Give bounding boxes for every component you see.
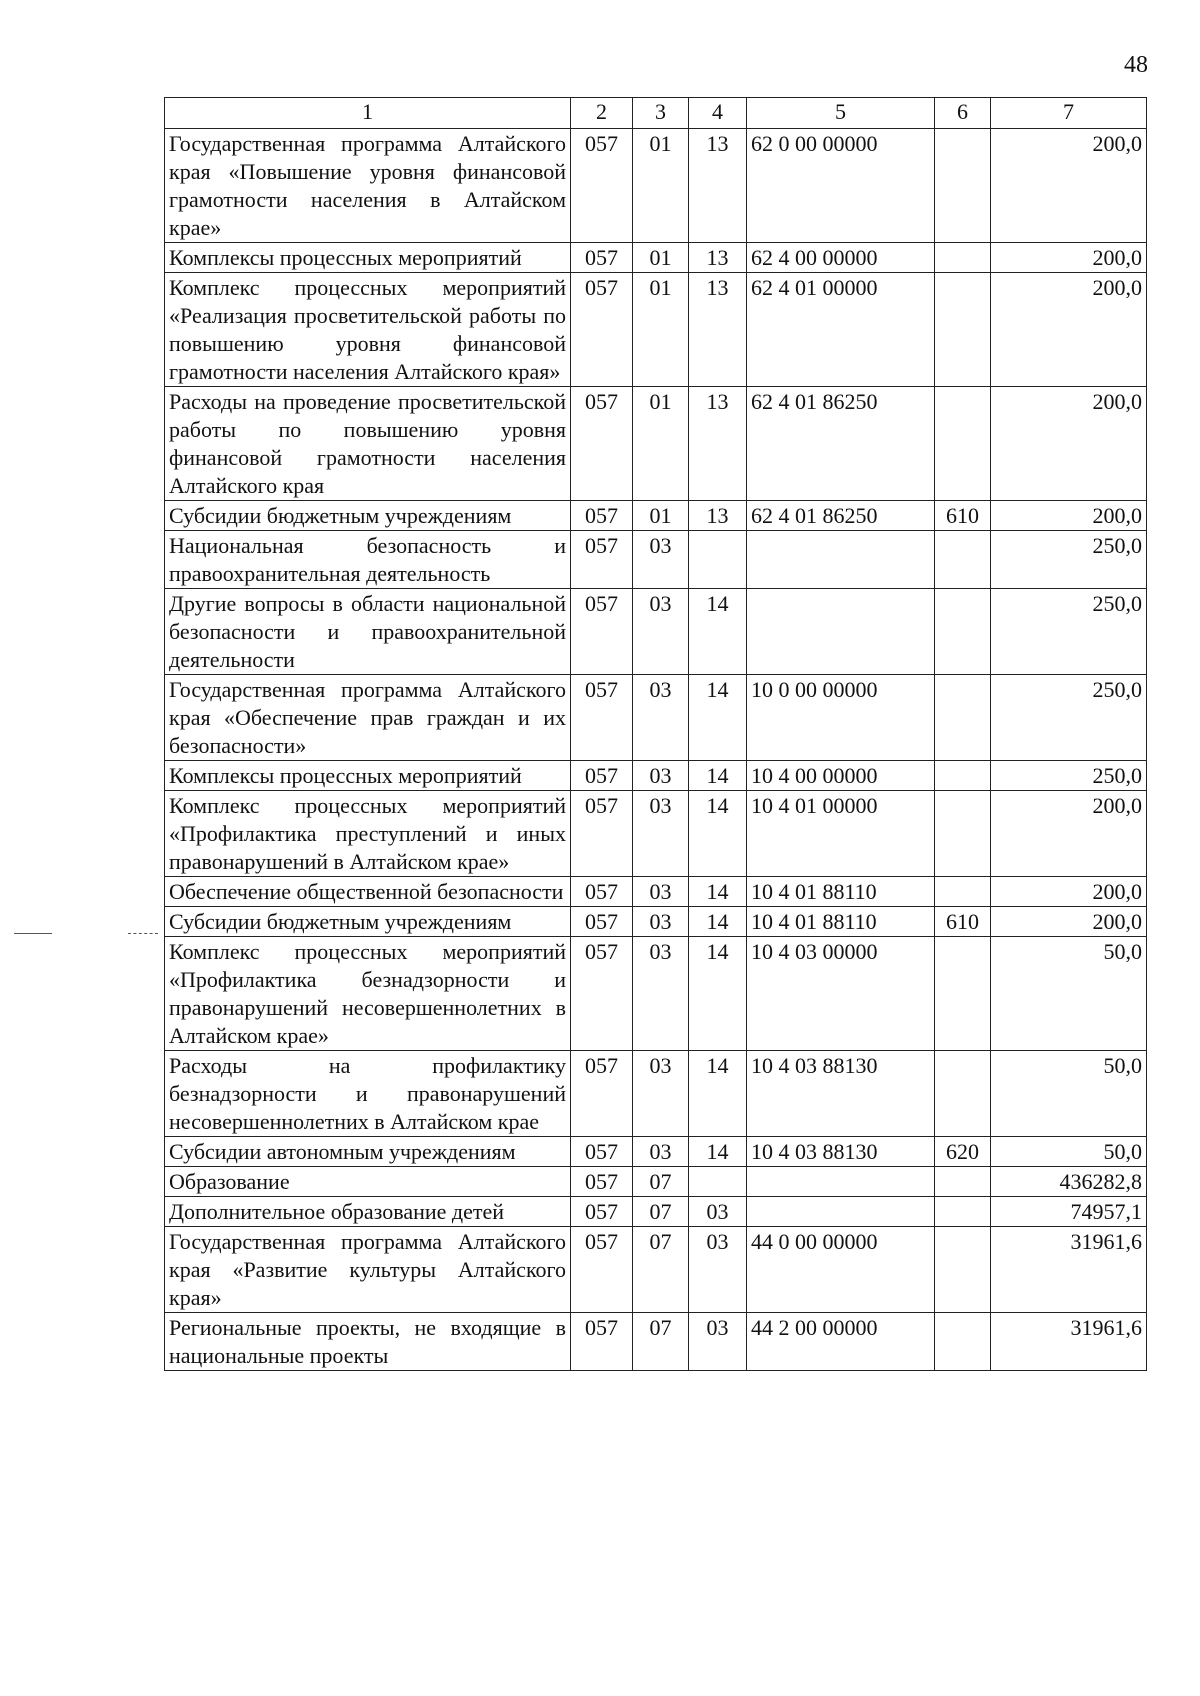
- subsection-code-cell: 13: [689, 129, 747, 243]
- budget-table: [164, 97, 1147, 1371]
- table-row: [165, 1051, 1147, 1137]
- expense-type-cell: [935, 877, 991, 907]
- target-article-cell: 10 4 03 88130: [747, 1051, 935, 1137]
- amount-cell: 200,0: [991, 129, 1147, 243]
- ministry-code-cell: 057: [571, 387, 633, 501]
- item-name-cell: Расходы на профилактику безнадзорности и правонарушений несовершеннолетних в Алтайском крае: [165, 1051, 571, 1137]
- target-article-cell: 10 0 00 00000: [747, 675, 935, 761]
- subsection-code-cell: 14: [689, 907, 747, 937]
- amount-cell: 74957,1: [991, 1197, 1147, 1227]
- table-row: [165, 791, 1147, 877]
- amount-cell: 50,0: [991, 937, 1147, 1051]
- item-name-cell: Другие вопросы в области национальной безопасности и правоохранительной деятельности: [165, 589, 571, 675]
- subsection-code-cell: 14: [689, 937, 747, 1051]
- item-name-cell: Комплекс процессных мероприятий «Профилактика преступлений и иных правонарушений в Алтайском крае»: [165, 791, 571, 877]
- subsection-code-cell: 14: [689, 761, 747, 791]
- header-cell: 2: [571, 98, 633, 129]
- target-article-cell: 62 4 01 00000: [747, 273, 935, 387]
- item-name-cell: Государственная программа Алтайского края «Повышение уровня финансовой грамотности населения в Алтайском крае»: [165, 129, 571, 243]
- item-name-cell: Региональные проекты, не входящие в национальные проекты: [165, 1313, 571, 1371]
- amount-cell: 436282,8: [991, 1167, 1147, 1197]
- item-name-cell: Государственная программа Алтайского края «Развитие культуры Алтайского края»: [165, 1227, 571, 1313]
- table-row: [165, 907, 1147, 937]
- ministry-code-cell: 057: [571, 1167, 633, 1197]
- section-code-cell: 03: [633, 791, 689, 877]
- expense-type-cell: [935, 1197, 991, 1227]
- section-code-cell: 03: [633, 1051, 689, 1137]
- table-row: [165, 1167, 1147, 1197]
- target-article-cell: 10 4 00 00000: [747, 761, 935, 791]
- item-name-cell: Национальная безопасность и правоохранительная деятельность: [165, 531, 571, 589]
- ministry-code-cell: 057: [571, 907, 633, 937]
- section-code-cell: 07: [633, 1197, 689, 1227]
- amount-cell: 31961,6: [991, 1313, 1147, 1371]
- expense-type-cell: [935, 387, 991, 501]
- target-article-cell: 62 0 00 00000: [747, 129, 935, 243]
- subsection-code-cell: 13: [689, 501, 747, 531]
- margin-mark: [128, 933, 158, 934]
- section-code-cell: 03: [633, 937, 689, 1051]
- table-row: [165, 243, 1147, 273]
- section-code-cell: 01: [633, 501, 689, 531]
- amount-cell: 200,0: [991, 877, 1147, 907]
- expense-type-cell: [935, 1313, 991, 1371]
- amount-cell: 200,0: [991, 907, 1147, 937]
- section-code-cell: 01: [633, 129, 689, 243]
- item-name-cell: Дополнительное образование детей: [165, 1197, 571, 1227]
- section-code-cell: 01: [633, 243, 689, 273]
- subsection-code-cell: 14: [689, 675, 747, 761]
- expense-type-cell: [935, 531, 991, 589]
- expense-type-cell: [935, 1167, 991, 1197]
- ministry-code-cell: 057: [571, 761, 633, 791]
- expense-type-cell: 620: [935, 1137, 991, 1167]
- target-article-cell: 10 4 03 88130: [747, 1137, 935, 1167]
- ministry-code-cell: 057: [571, 273, 633, 387]
- expense-type-cell: [935, 675, 991, 761]
- target-article-cell: [747, 1197, 935, 1227]
- item-name-cell: Субсидии автономным учреждениям: [165, 1137, 571, 1167]
- amount-cell: 250,0: [991, 761, 1147, 791]
- target-article-cell: [747, 531, 935, 589]
- ministry-code-cell: 057: [571, 1197, 633, 1227]
- section-code-cell: 07: [633, 1227, 689, 1313]
- ministry-code-cell: 057: [571, 675, 633, 761]
- section-code-cell: 03: [633, 531, 689, 589]
- item-name-cell: Обеспечение общественной безопасности: [165, 877, 571, 907]
- ministry-code-cell: 057: [571, 129, 633, 243]
- ministry-code-cell: 057: [571, 1051, 633, 1137]
- target-article-cell: 44 0 00 00000: [747, 1227, 935, 1313]
- target-article-cell: 10 4 01 88110: [747, 907, 935, 937]
- subsection-code-cell: 14: [689, 1051, 747, 1137]
- expense-type-cell: [935, 129, 991, 243]
- header-cell: 5: [747, 98, 935, 129]
- target-article-cell: [747, 1167, 935, 1197]
- ministry-code-cell: 057: [571, 1227, 633, 1313]
- table-row: [165, 1137, 1147, 1167]
- header-cell: 6: [935, 98, 991, 129]
- expense-type-cell: [935, 761, 991, 791]
- ministry-code-cell: 057: [571, 791, 633, 877]
- table-row: [165, 387, 1147, 501]
- amount-cell: 200,0: [991, 791, 1147, 877]
- amount-cell: 200,0: [991, 501, 1147, 531]
- amount-cell: 50,0: [991, 1137, 1147, 1167]
- section-code-cell: 01: [633, 273, 689, 387]
- subsection-code-cell: 13: [689, 243, 747, 273]
- table-row: [165, 1197, 1147, 1227]
- header-cell: 1: [165, 98, 571, 129]
- subsection-code-cell: 03: [689, 1227, 747, 1313]
- amount-cell: 250,0: [991, 531, 1147, 589]
- section-code-cell: 03: [633, 675, 689, 761]
- expense-type-cell: [935, 1227, 991, 1313]
- page-number: 48: [1124, 52, 1148, 78]
- expense-type-cell: [935, 243, 991, 273]
- expense-type-cell: [935, 1051, 991, 1137]
- expense-type-cell: 610: [935, 907, 991, 937]
- target-article-cell: 62 4 00 00000: [747, 243, 935, 273]
- table-row: [165, 129, 1147, 243]
- item-name-cell: Государственная программа Алтайского края «Обеспечение прав граждан и их безопасности»: [165, 675, 571, 761]
- subsection-code-cell: 14: [689, 877, 747, 907]
- subsection-code-cell: 03: [689, 1313, 747, 1371]
- item-name-cell: Расходы на проведение просветительской работы по повышению уровня финансовой грамотности населения Алтайского края: [165, 387, 571, 501]
- item-name-cell: Комплексы процессных мероприятий: [165, 761, 571, 791]
- item-name-cell: Комплекс процессных мероприятий «Реализация просветительской работы по повышению уровня финансовой грамотности населения Алтайского края»: [165, 273, 571, 387]
- table-row: [165, 761, 1147, 791]
- item-name-cell: Субсидии бюджетным учреждениям: [165, 907, 571, 937]
- table-row: [165, 937, 1147, 1051]
- table-row: [165, 675, 1147, 761]
- subsection-code-cell: 14: [689, 589, 747, 675]
- subsection-code-cell: 13: [689, 387, 747, 501]
- table-row: [165, 589, 1147, 675]
- target-article-cell: [747, 589, 935, 675]
- target-article-cell: 10 4 01 88110: [747, 877, 935, 907]
- table-row: [165, 877, 1147, 907]
- section-code-cell: 07: [633, 1313, 689, 1371]
- table-row: [165, 501, 1147, 531]
- header-cell: 7: [991, 98, 1147, 129]
- section-code-cell: 03: [633, 589, 689, 675]
- subsection-code-cell: 14: [689, 1137, 747, 1167]
- ministry-code-cell: 057: [571, 243, 633, 273]
- target-article-cell: 10 4 03 00000: [747, 937, 935, 1051]
- ministry-code-cell: 057: [571, 589, 633, 675]
- expense-type-cell: [935, 937, 991, 1051]
- margin-mark: [14, 933, 52, 934]
- ministry-code-cell: 057: [571, 937, 633, 1051]
- target-article-cell: 62 4 01 86250: [747, 387, 935, 501]
- section-code-cell: 01: [633, 387, 689, 501]
- amount-cell: 200,0: [991, 273, 1147, 387]
- ministry-code-cell: 057: [571, 1313, 633, 1371]
- subsection-code-cell: [689, 531, 747, 589]
- target-article-cell: 10 4 01 00000: [747, 791, 935, 877]
- subsection-code-cell: [689, 1167, 747, 1197]
- header-cell: 3: [633, 98, 689, 129]
- ministry-code-cell: 057: [571, 1137, 633, 1167]
- subsection-code-cell: 13: [689, 273, 747, 387]
- table-row: [165, 273, 1147, 387]
- amount-cell: 250,0: [991, 589, 1147, 675]
- item-name-cell: Субсидии бюджетным учреждениям: [165, 501, 571, 531]
- target-article-cell: 62 4 01 86250: [747, 501, 935, 531]
- item-name-cell: Комплекс процессных мероприятий «Профилактика безнадзорности и правонарушений несовершеннолетних в Алтайском крае»: [165, 937, 571, 1051]
- section-code-cell: 03: [633, 761, 689, 791]
- amount-cell: 200,0: [991, 387, 1147, 501]
- ministry-code-cell: 057: [571, 531, 633, 589]
- expense-type-cell: 610: [935, 501, 991, 531]
- amount-cell: 250,0: [991, 675, 1147, 761]
- ministry-code-cell: 057: [571, 877, 633, 907]
- table-row: [165, 1313, 1147, 1371]
- subsection-code-cell: 14: [689, 791, 747, 877]
- table-row: [165, 531, 1147, 589]
- expense-type-cell: [935, 589, 991, 675]
- header-row: [165, 98, 1147, 129]
- table-row: [165, 1227, 1147, 1313]
- item-name-cell: Образование: [165, 1167, 571, 1197]
- ministry-code-cell: 057: [571, 501, 633, 531]
- amount-cell: 50,0: [991, 1051, 1147, 1137]
- amount-cell: 200,0: [991, 243, 1147, 273]
- section-code-cell: 07: [633, 1167, 689, 1197]
- expense-type-cell: [935, 273, 991, 387]
- amount-cell: 31961,6: [991, 1227, 1147, 1313]
- section-code-cell: 03: [633, 877, 689, 907]
- target-article-cell: 44 2 00 00000: [747, 1313, 935, 1371]
- header-cell: 4: [689, 98, 747, 129]
- subsection-code-cell: 03: [689, 1197, 747, 1227]
- expense-type-cell: [935, 791, 991, 877]
- section-code-cell: 03: [633, 907, 689, 937]
- item-name-cell: Комплексы процессных мероприятий: [165, 243, 571, 273]
- section-code-cell: 03: [633, 1137, 689, 1167]
